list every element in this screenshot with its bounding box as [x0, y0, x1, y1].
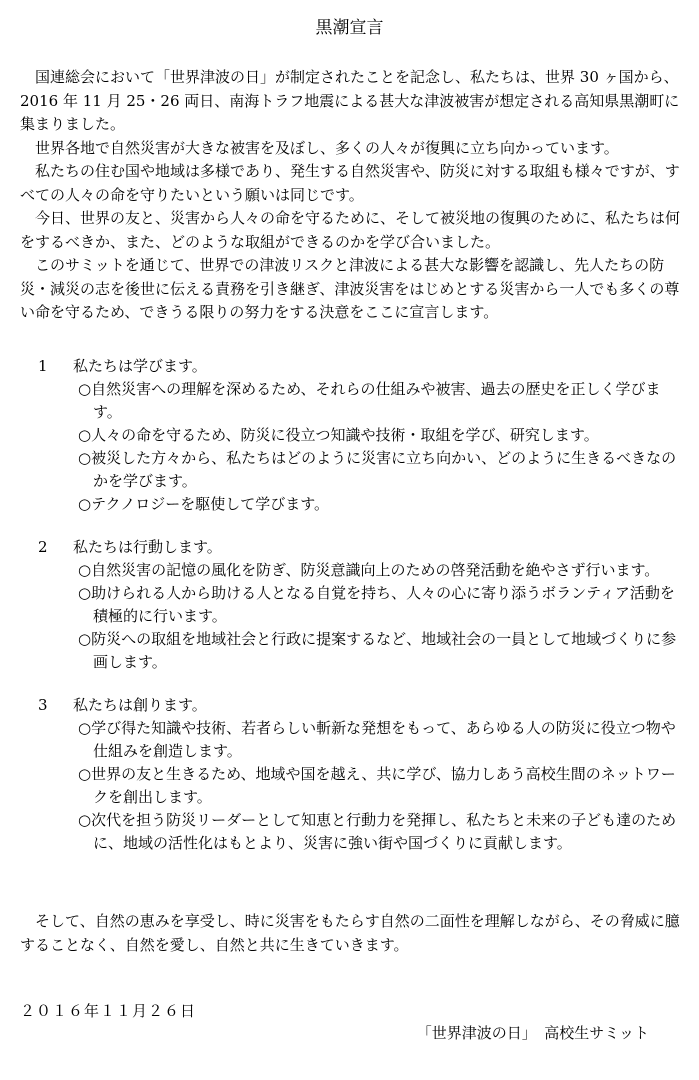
section-heading-text: 私たちは創ります。	[73, 696, 207, 714]
section-heading	[20, 694, 685, 717]
section-heading-text: 私たちは行動します。	[73, 538, 222, 556]
list-item: ○被災した方々から、私たちはどのように災害に立ち向かい、どのように生きるべきなのかを学びます。	[78, 449, 677, 490]
intro-paragraph: このサミットを通じて、世界での津波リスクと津波による甚大な影響を認識し、先人たちの防災・減災の志を後世に伝える責務を引き継ぎ、津波災害をはじめとする災害から一人でも多くの尊い命を守るため、できうる限りの努力をする決意をここに宣言します。	[20, 256, 680, 321]
section-number: 2	[38, 538, 48, 556]
section-heading-text: 私たちは学びます。	[73, 357, 207, 375]
list-item: ○学び得た知識や技術、若者らしい斬新な発想をもって、あらゆる人の防災に役立つ物や仕組みを創造します。	[78, 719, 676, 760]
section-learn	[20, 355, 685, 516]
section-heading	[20, 536, 685, 559]
intro-paragraph: 国連総会において「世界津波の日」が制定されたことを記念し、私たちは、世界 30 ヶ国から、2016 年 11 月 25・26 両日、南海トラフ地震による甚大な津波被害が想定される高知県黒潮町に集まりました。	[20, 68, 680, 133]
list-item: ○世界の友と生きるため、地域や国を越え、共に学び、協力しあう高校生間のネットワークを創出します。	[78, 765, 676, 806]
closing-text	[20, 910, 685, 957]
intro-paragraph: 世界各地で自然災害が大きな被害を及ぼし、多くの人々が復興に立ち向かっています。	[35, 138, 619, 157]
list-item: ○次代を担う防災リーダーとして知恵と行動力を発揮し、私たちと未来の子ども達のために、地域の活性化はもとより、災害に強い街や国づくりに貢献します。	[78, 811, 677, 852]
section-number: 3	[38, 696, 48, 714]
list-item: ○自然災害の記憶の風化を防ぎ、防災意識向上のための啓発活動を絶やさず行います。	[78, 561, 660, 579]
closing-paragraph: そして、自然の恵みを享受し、時に災害をもたらす自然の二面性を理解しながら、その脅威に臆することなく、自然を愛し、自然と共に生きていきます。	[20, 912, 680, 954]
intro-paragraph: 私たちの住む国や地域は多様であり、発生する自然災害や、防災に対する取組も様々ですが、すべての人々の命を守りたいという願いは同じです。	[20, 162, 680, 204]
section-create	[20, 694, 685, 855]
document-date: ２０１６年１１月２６日	[20, 1002, 197, 1020]
list-item: ○人々の命を守るため、防災に役立つ知識や技術・取組を学び、研究します。	[78, 426, 599, 444]
list-item: ○テクノロジーを駆使して学びます。	[78, 495, 329, 513]
document-signature: 「世界津波の日」 高校生サミット	[416, 1024, 649, 1042]
intro-text	[20, 66, 685, 325]
section-act	[20, 536, 685, 674]
intro-paragraph: 今日、世界の友と、災害から人々の命を守るために、そして被災地の復興のために、私たちは何をするべきか、また、どのような取組ができるのかを学び合いました。	[20, 209, 681, 251]
list-item: ○自然災害への理解を深めるため、それらの仕組みや被害、過去の歴史を正しく学びます。	[78, 380, 661, 421]
section-heading	[20, 355, 685, 378]
declaration-sections	[20, 355, 685, 875]
document-title: 黒潮宣言	[315, 18, 384, 38]
list-item: ○助けられる人から助ける人となる自覚を持ち、人々の心に寄り添うボランティア活動を積極的に行います。	[78, 584, 675, 625]
list-item: ○防災への取組を地域社会と行政に提案するなど、地域社会の一員として地域づくりに参画します。	[78, 630, 677, 671]
section-number: 1	[38, 357, 48, 375]
